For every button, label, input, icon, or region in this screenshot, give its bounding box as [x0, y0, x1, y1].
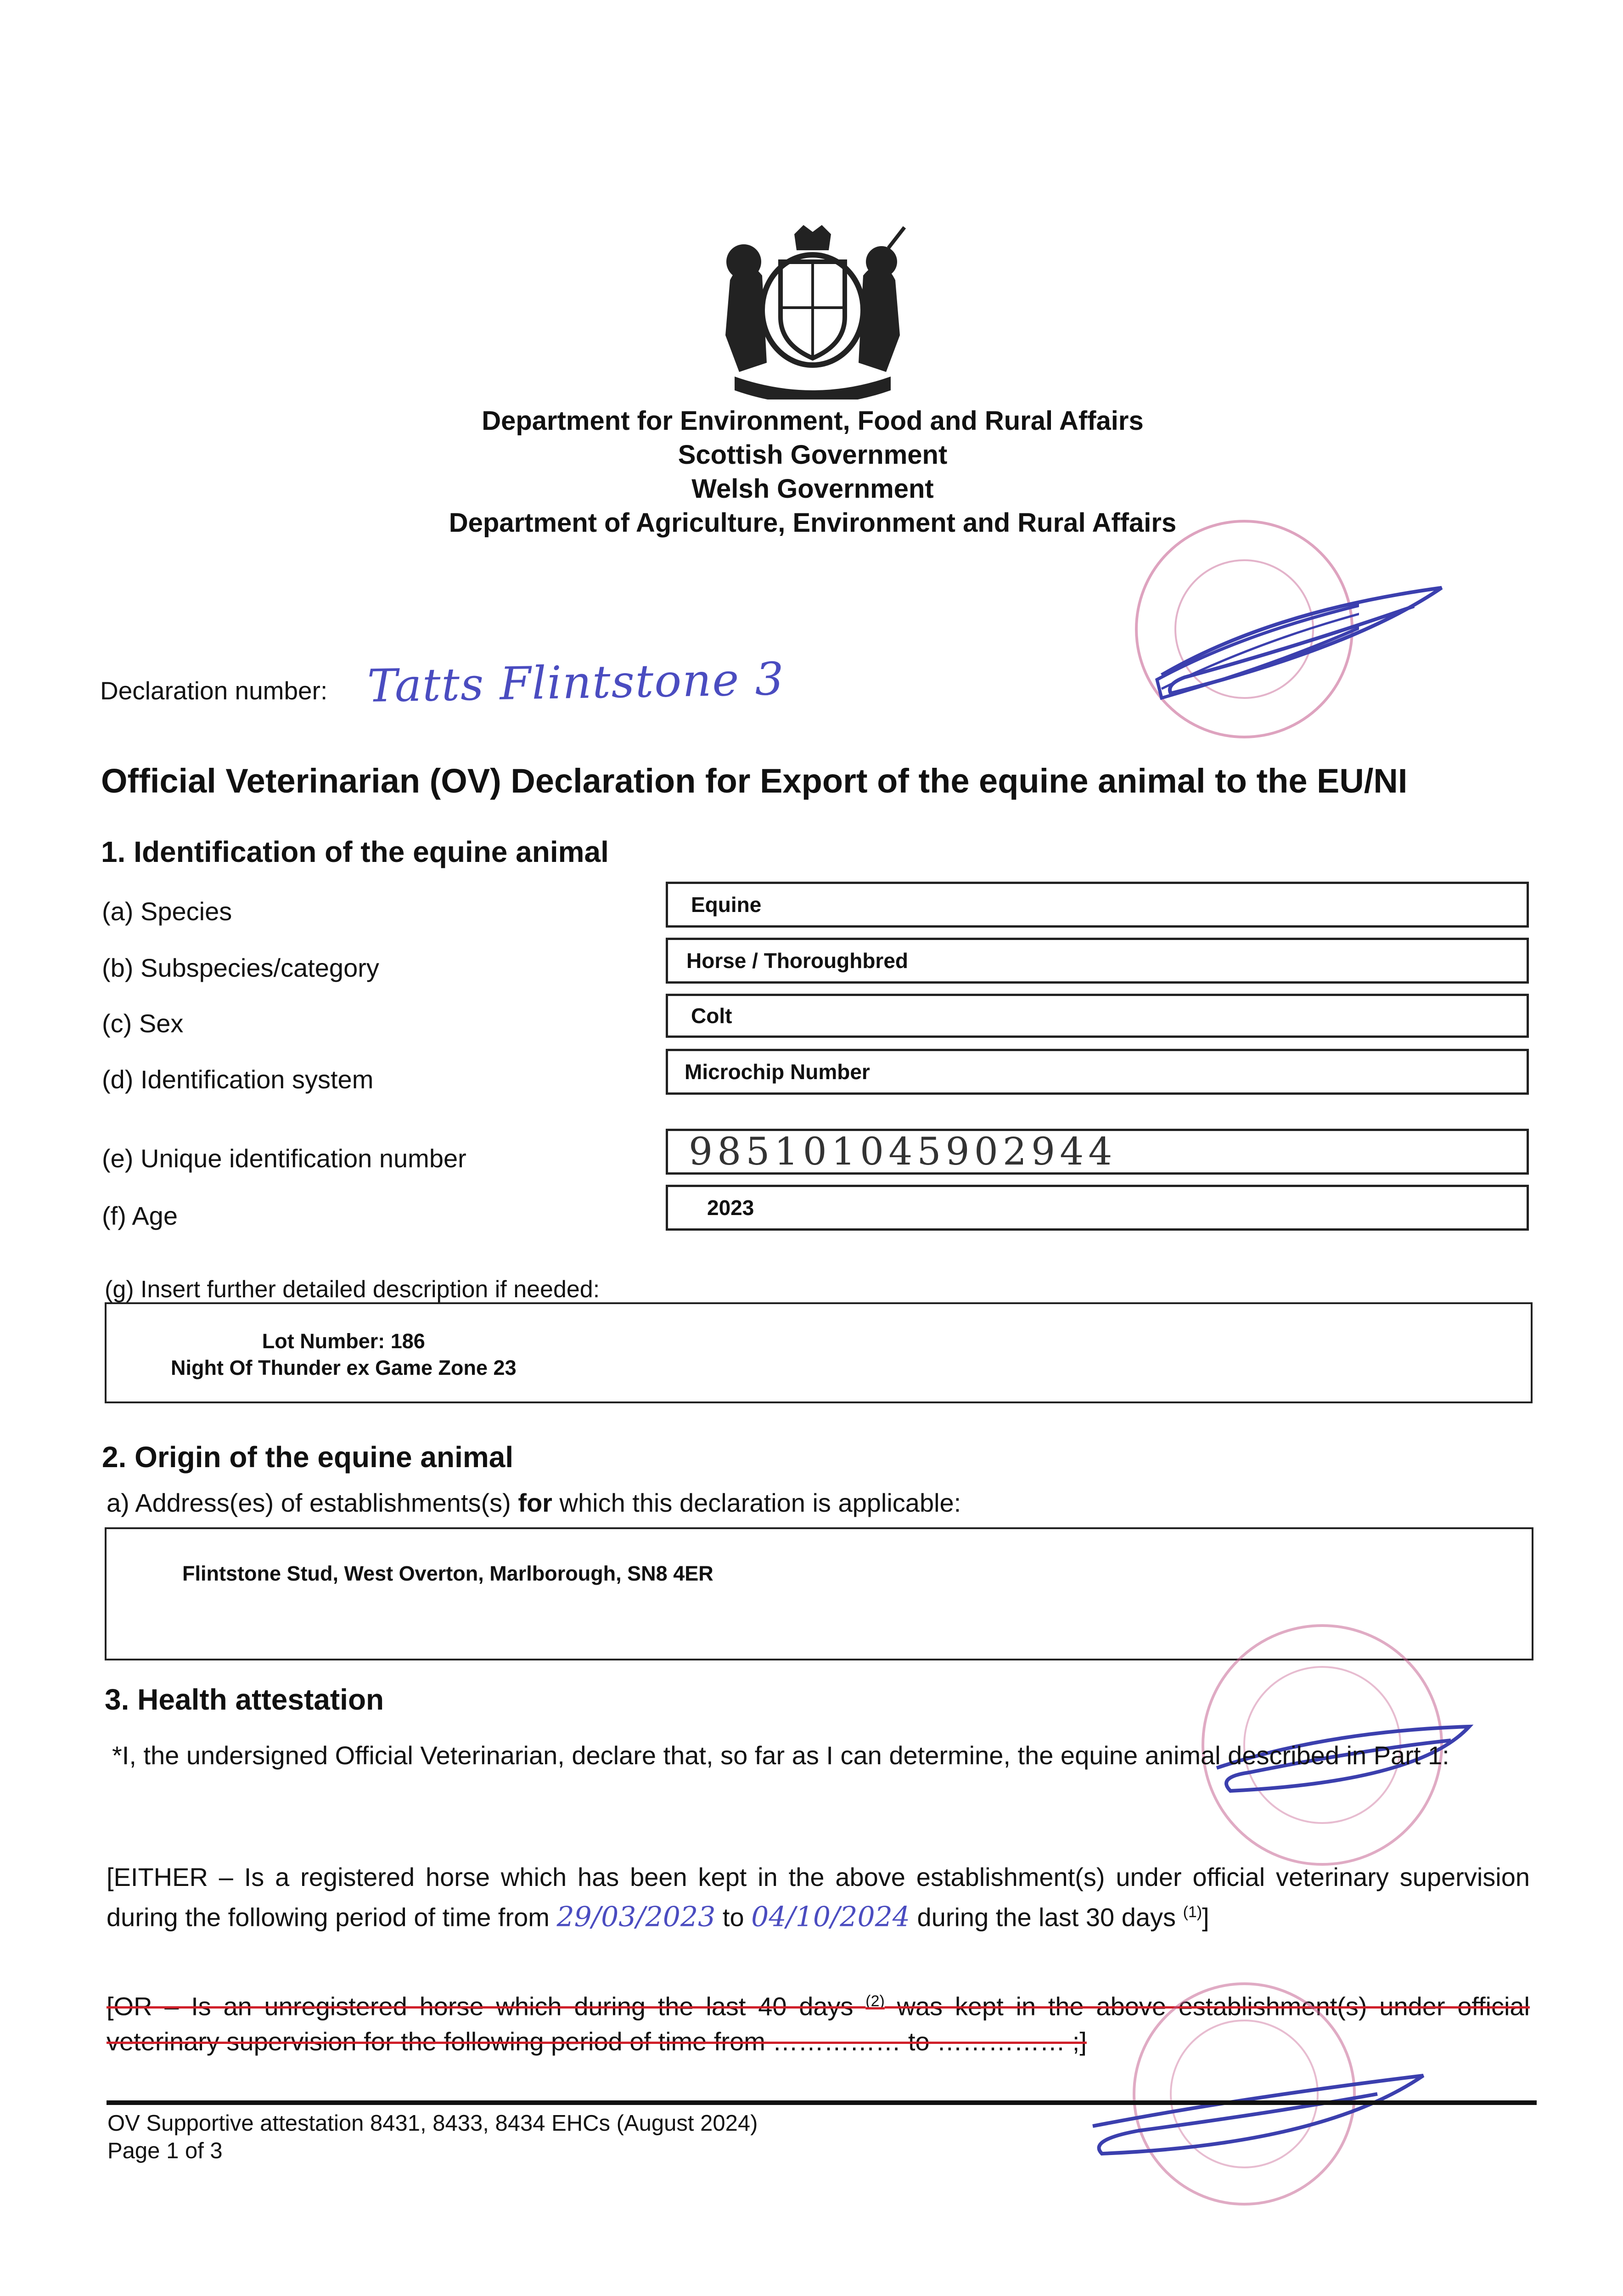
description-line: Lot Number: 186: [262, 1329, 425, 1353]
id-system-field: [666, 1049, 1529, 1095]
age-value: 2023: [707, 1196, 754, 1220]
date-from: 29/03/2023: [556, 1901, 716, 1933]
royal-crest-logo: [712, 225, 914, 400]
origin-sublabel-bold: for: [518, 1488, 552, 1517]
page-total: 3: [210, 2138, 223, 2163]
unique-id-value: 985101045902944: [689, 1130, 1117, 1174]
section3-heading: 3. Health attestation: [105, 1683, 384, 1716]
age-label: (f) Age: [102, 1201, 178, 1230]
health-intro: *I, the undersigned Official Veterinarian, declare that, so far as I can determine, the equine animal described in Part 1:: [112, 1741, 1449, 1770]
page-of: of: [179, 2138, 210, 2163]
origin-sublabel-text: which this declaration is applicable:: [552, 1488, 961, 1517]
address-text: Flintstone Stud, West Overton, Marlborough, SN8 4ER: [182, 1562, 713, 1585]
either-end: ]: [1202, 1902, 1209, 1932]
origin-sublabel-text: a) Address(es) of establishments(s): [107, 1488, 518, 1517]
sex-label: (c) Sex: [102, 1009, 184, 1038]
section2-heading: 2. Origin of the equine animal: [102, 1441, 514, 1474]
signature-1: [1157, 569, 1451, 707]
sex-field: [666, 994, 1529, 1038]
or-text: was kept in the above establishment(s) under official veterinary supervision for the following period of time from …………… to …………… ;]: [107, 1992, 1530, 2056]
description-box: [105, 1302, 1533, 1403]
authority-line: Department of Agriculture, Environment and Rural Affairs: [449, 508, 1177, 538]
footnote-marker: (2): [865, 1992, 885, 2010]
either-text: during the last 30 days: [910, 1902, 1183, 1932]
section1-heading: 1. Identification of the equine animal: [101, 835, 609, 868]
description-label: (g) Insert further detailed description if needed:: [105, 1276, 600, 1303]
date-to: 04/10/2024: [751, 1901, 910, 1933]
subspecies-value: Horse / Thoroughbred: [686, 949, 908, 973]
either-to: to: [715, 1902, 752, 1932]
page-current: 1: [166, 2138, 179, 2163]
footer-divider: [107, 2100, 1537, 2105]
authority-line: Department for Environment, Food and Rural Affairs: [482, 406, 1144, 436]
authority-line: Scottish Government: [678, 440, 948, 470]
species-label: (a) Species: [102, 897, 232, 926]
footer-reference: OV Supportive attestation 8431, 8433, 8434 EHCs (August 2024): [107, 2111, 758, 2136]
either-clause: [107, 1860, 1530, 1935]
species-field: [666, 882, 1529, 928]
authority-line: Welsh Government: [691, 474, 934, 504]
signature-3: [1084, 2066, 1432, 2167]
description-line: Night Of Thunder ex Game Zone 23: [171, 1356, 517, 1379]
species-value: Equine: [691, 893, 762, 917]
id-system-value: Microchip Number: [685, 1060, 870, 1084]
subspecies-label: (b) Subspecies/category: [102, 953, 379, 982]
or-text: [OR – Is an unregistered horse which during the last 40 days: [107, 1992, 866, 2021]
page-title: Official Veterinarian (OV) Declaration for Export of the equine animal to the EU/NI: [101, 762, 1408, 800]
footnote-marker: (1): [1183, 1903, 1202, 1921]
page-indicator: [107, 2137, 758, 2165]
declaration-number-value: Tatts Flintstone 3: [367, 653, 785, 713]
age-field: [666, 1185, 1529, 1231]
id-system-label: (d) Identification system: [102, 1065, 374, 1094]
footer: [107, 2110, 758, 2165]
origin-sublabel: [107, 1488, 961, 1518]
description-text: [171, 1328, 517, 1381]
subspecies-field: [666, 938, 1529, 984]
unique-id-label: (e) Unique identification number: [102, 1144, 466, 1173]
sex-value: Colt: [691, 1004, 732, 1028]
page-prefix: Page: [107, 2138, 167, 2163]
either-text: [EITHER – Is a registered horse which has been kept in the above establishment(s) under official veterinary supervision during the following period of time from: [107, 1863, 1530, 1932]
declaration-number-label: Declaration number:: [100, 676, 328, 705]
unique-id-field: [666, 1129, 1529, 1175]
